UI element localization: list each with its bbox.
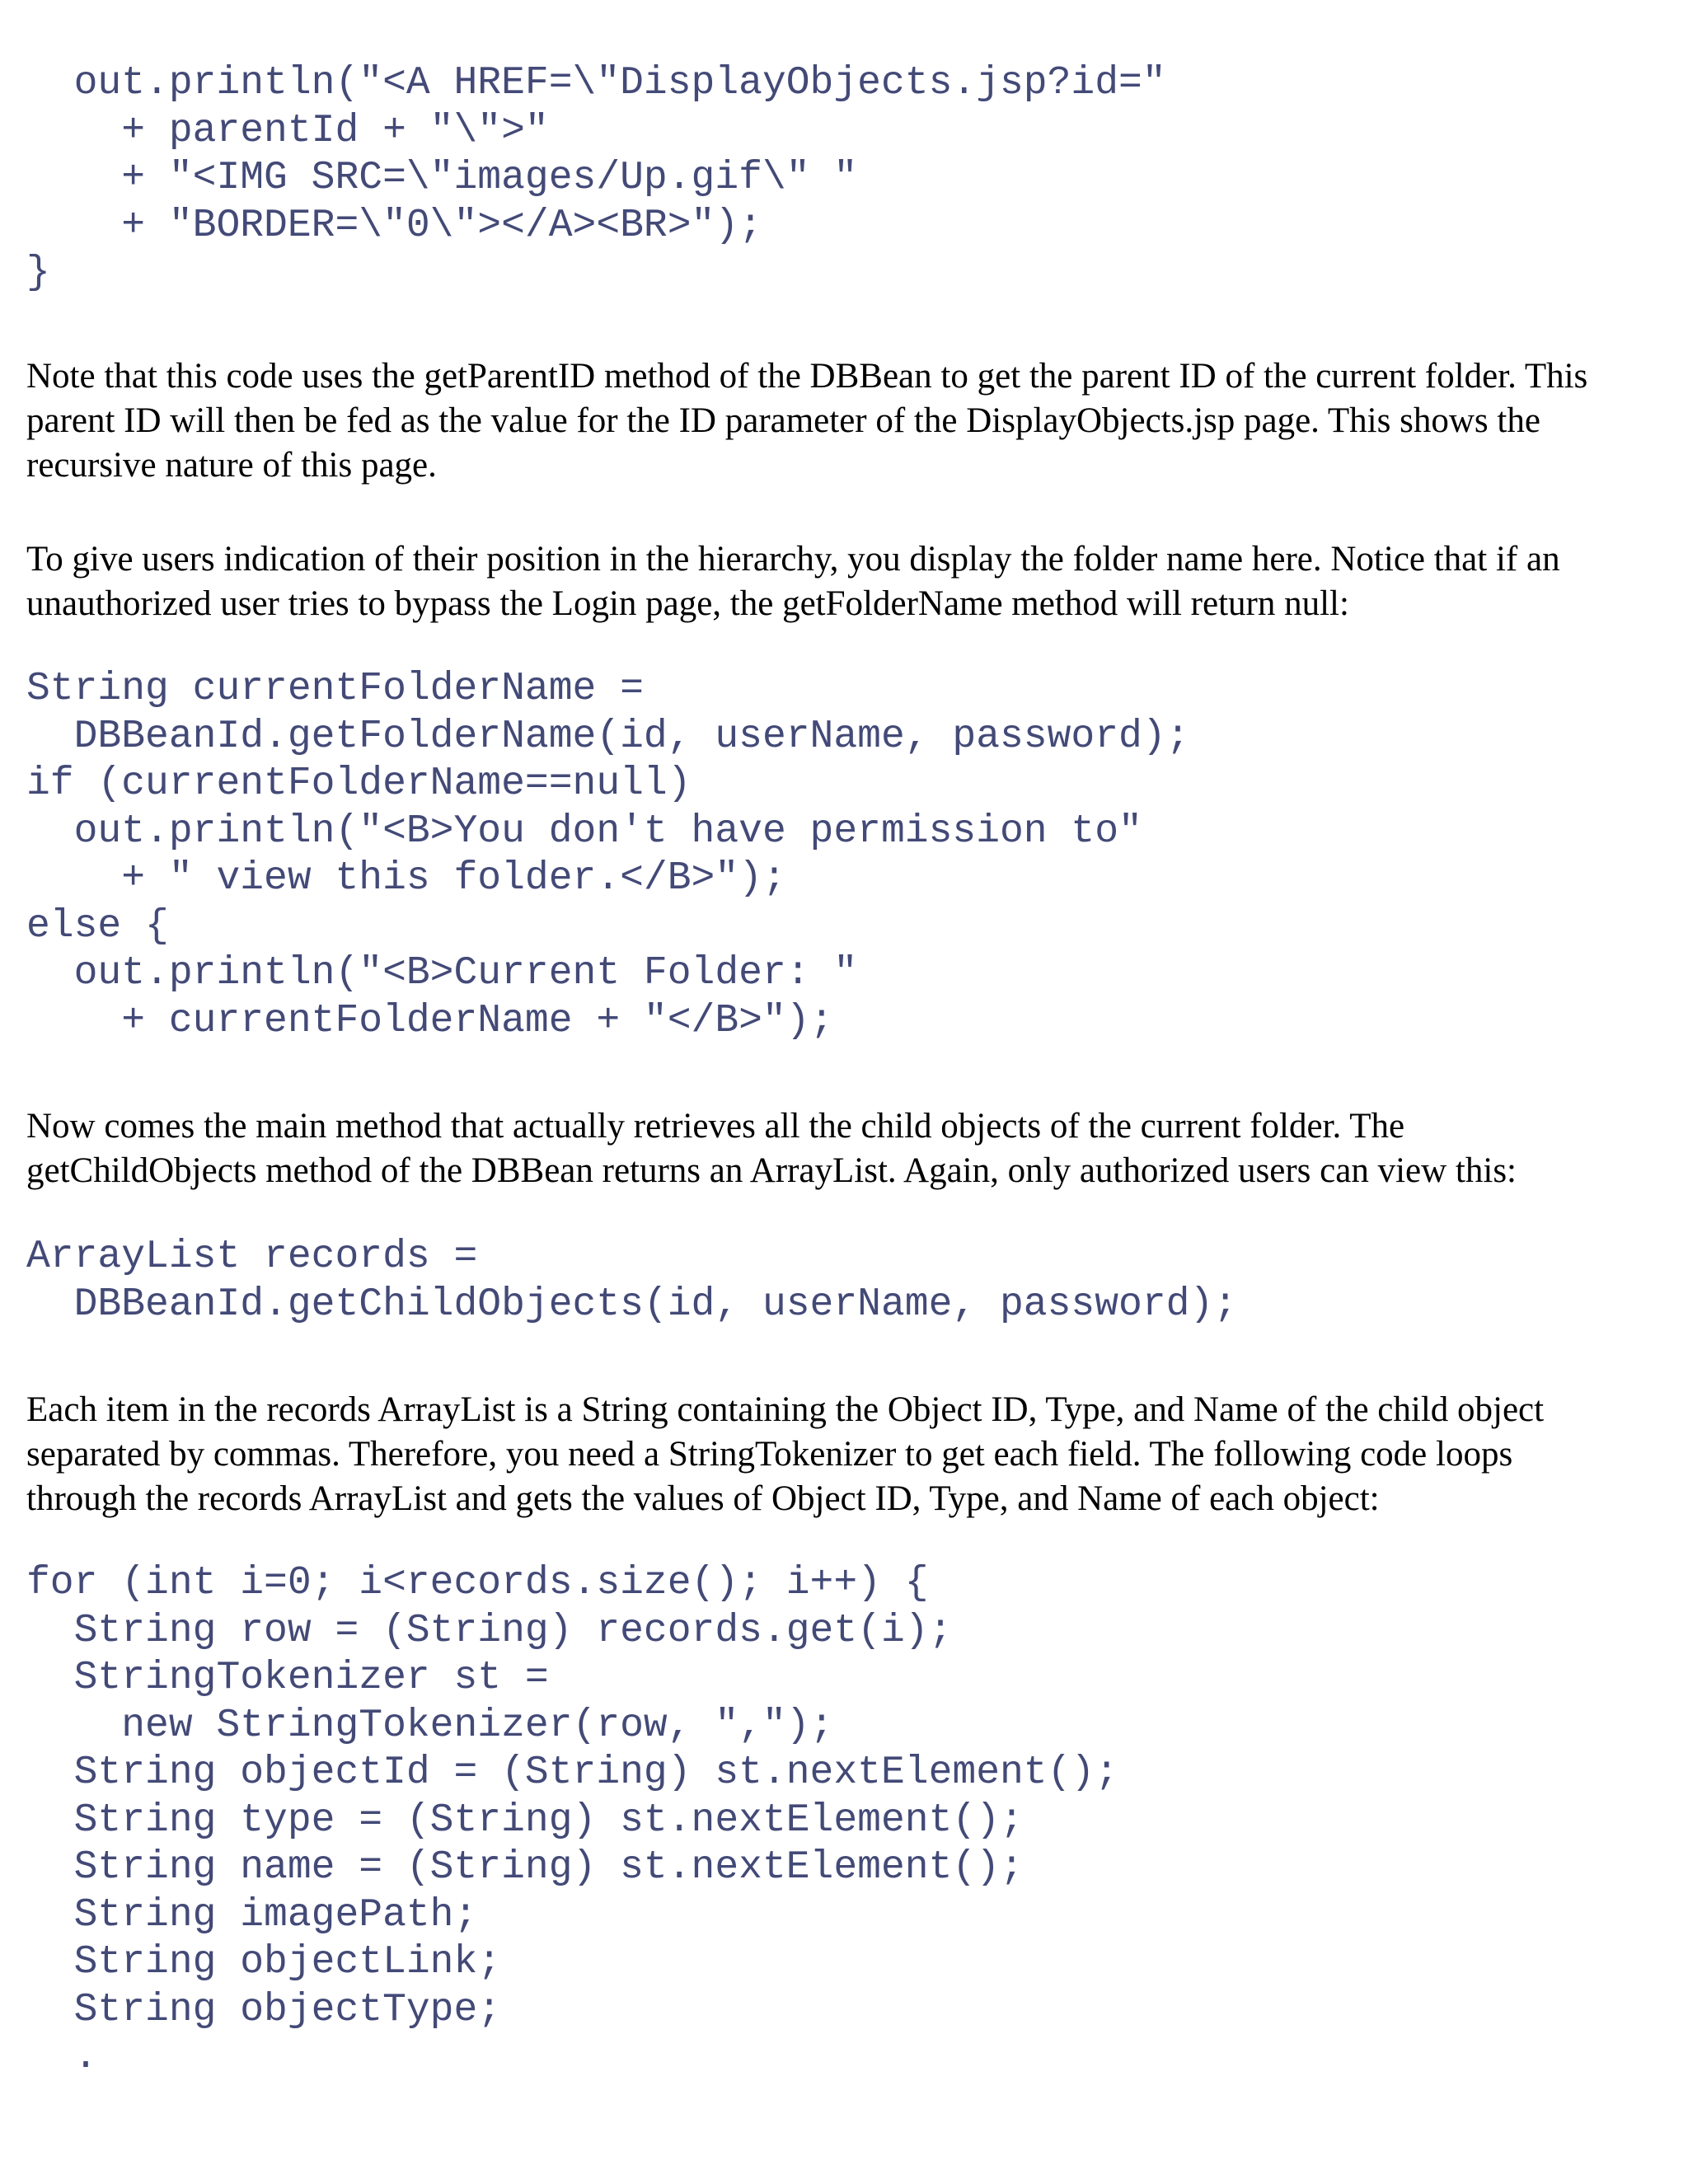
text-line: unauthorized user tries to bypass the Login page, the getFolderName method will return null: — [26, 584, 1349, 623]
code-line: . — [26, 2035, 98, 2079]
code-line: String objectLink; — [26, 1940, 502, 1985]
code-line: + "<IMG SRC=\"images/Up.gif\" " — [26, 156, 858, 200]
code-line: String objectType; — [26, 1987, 502, 2032]
paragraph-child-objects — [26, 1104, 1667, 1193]
code-line: StringTokenizer st = — [26, 1656, 549, 1700]
text-line: To give users indication of their position in the hierarchy, you display the folder name here. Notice that if an — [26, 540, 1560, 579]
paragraph-folder-name — [26, 537, 1667, 626]
code-block-folder-name — [26, 666, 1189, 1045]
code-line: + " view this folder.</B>"); — [26, 856, 786, 901]
text-line: Note that this code uses the getParentID method of the DBBean to get the parent ID of the current folder. This — [26, 357, 1588, 396]
code-line: String objectId = (String) st.nextElement(); — [26, 1750, 1119, 1795]
code-line: else { — [26, 903, 169, 949]
code-line: String name = (String) st.nextElement(); — [26, 1845, 1024, 1890]
text-line: parent ID will then be fed as the value for the ID parameter of the DisplayObjects.jsp page. This shows the — [26, 401, 1540, 440]
code-line: new StringTokenizer(row, ","); — [26, 1703, 834, 1748]
text-line: Now comes the main method that actually retrieves all the child objects of the current folder. The — [26, 1107, 1405, 1146]
code-line: if (currentFolderName==null) — [26, 762, 692, 806]
code-line: String currentFolderName = — [26, 667, 644, 711]
text-line: Each item in the records ArrayList is a String containing the Object ID, Type, and Name of the child object — [26, 1390, 1545, 1429]
code-line: out.println("<B>You don't have permission to" — [26, 808, 1142, 854]
code-line: out.println("<A HREF=\"DisplayObjects.jsp?id=" — [26, 61, 1166, 105]
paragraph-tokenizer — [26, 1388, 1667, 1521]
text-line: getChildObjects method of the DBBean returns an ArrayList. Again, only authorized users can view this: — [26, 1151, 1517, 1190]
text-line: recursive nature of this page. — [26, 446, 437, 485]
code-line: + parentId + "\">" — [26, 108, 549, 153]
code-line: String type = (String) st.nextElement(); — [26, 1797, 1024, 1843]
code-line: String row = (String) records.get(i); — [26, 1608, 953, 1653]
code-block-child-objects — [26, 1234, 1237, 1329]
paragraph-parent-id — [26, 354, 1667, 488]
code-line: + currentFolderName + "</B>"); — [26, 998, 834, 1043]
text-line: separated by commas. Therefore, you need a StringTokenizer to get each field. The following code loops — [26, 1435, 1513, 1474]
code-block-records-loop — [26, 1560, 1118, 2082]
code-line: out.println("<B>Current Folder: " — [26, 951, 858, 996]
code-line: DBBeanId.getChildObjects(id, userName, password); — [26, 1282, 1238, 1327]
text-line: through the records ArrayList and gets the values of Object ID, Type, and Name of each object: — [26, 1479, 1380, 1518]
code-line: } — [26, 251, 50, 295]
code-line: for (int i=0; i<records.size(); i++) { — [26, 1561, 929, 1605]
code-line: + "BORDER=\"0\"></A><BR>"); — [26, 203, 762, 248]
code-line: ArrayList records = — [26, 1235, 478, 1279]
code-block-parent-link — [26, 60, 1166, 298]
code-line: DBBeanId.getFolderName(id, userName, password); — [26, 714, 1190, 759]
code-line: String imagePath; — [26, 1892, 478, 1938]
